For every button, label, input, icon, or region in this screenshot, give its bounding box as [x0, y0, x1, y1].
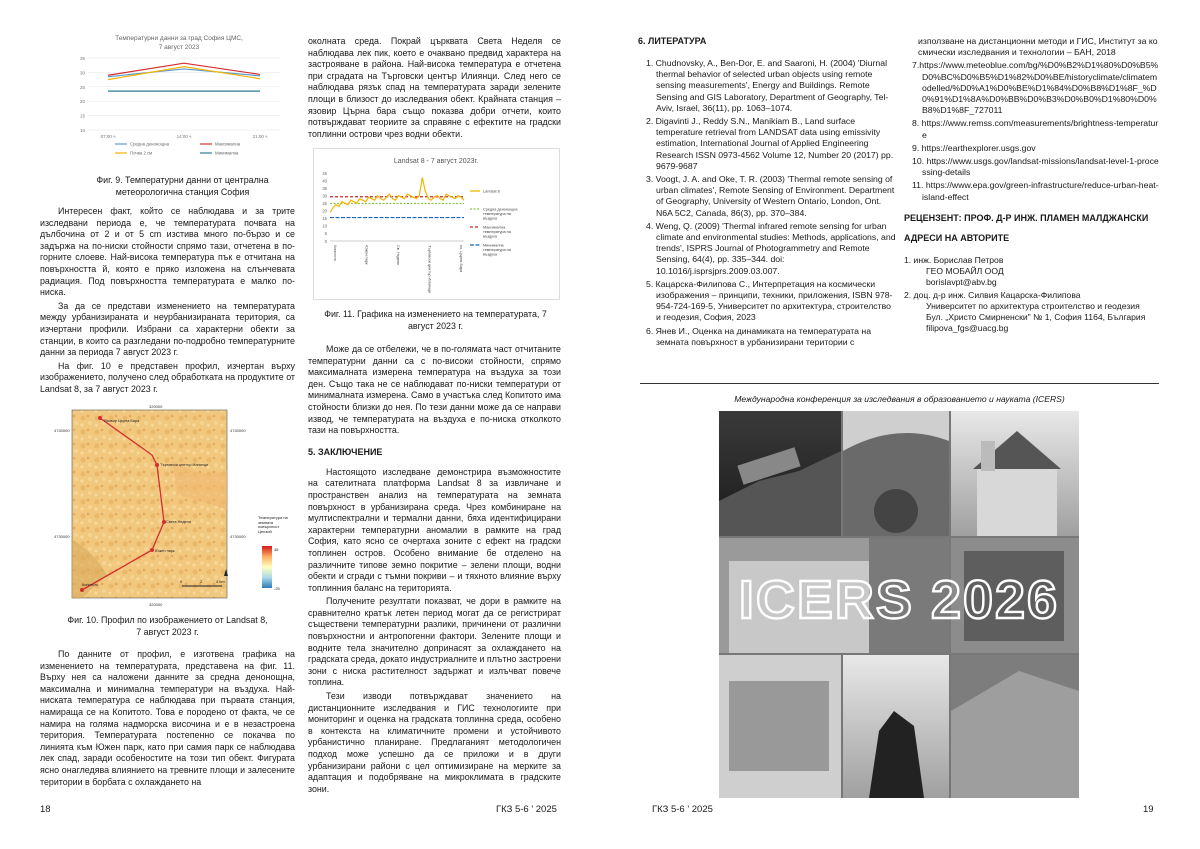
paragraph: На фиг. 10 е представен профил, изчертан върху изображението, получено след обработката на продуктите от Landsat 8, за 7 август 2023 г. — [40, 360, 295, 394]
figure-9 — [70, 30, 288, 170]
scale-4: 4 km — [216, 579, 225, 584]
fig9-title-line2: 7 август 2023 — [158, 44, 200, 51]
fig11-title: Landsat 8 - 7 август 2023г. — [393, 158, 479, 165]
reference-item: 6. Янев И., Оценка на динамиката на температурата на земната повърхност в урбанизирани територии с — [646, 325, 872, 347]
reference-continuation: използване на дистанционни методи и ГИС, Институт за космически изследвания и технологии – БАН, 2018 — [918, 36, 1158, 58]
fig9-ytick: 10 — [79, 128, 85, 133]
page-number-right: 19 — [1143, 804, 1154, 815]
reference-item: 8. https://www.remss.com/measurements/brightness-temperature — [912, 118, 1159, 140]
fig9-legend-label: Минимална — [215, 150, 239, 156]
paragraph: Настоящото изследване демонстрира възможностите на сателитната платформа Landsat 8 за извличане и пространствен анализ на температурата на земната повърхност в урбанизирана среда. Чрез комбиниране на мултиспектрални и термални данни, бяха идентифицирани характерни температурни аномалии в рамките на град София, като ясно се очертаха зоните с ефект на градски топлинен остров. Особено внимание бе отделено на различните типове земно покритие – зелени площи, водни обекти и сгради с тъмни покриви – и тяхното влияние върху топлинния баланс на територията. — [308, 466, 561, 593]
coord-bottom: 320000 — [149, 602, 163, 607]
paragraph: Получените резултати показват, че дори в рамките на сравнително кратък летен период могат да се регистрират съществени температурни разлики, причинени от различни повърхностни и антропогенни фактори. Зелените площи и водните тела значително допринасят за охлаждането на градската среда, докато индустриалните и плътно застроени зони с ниска растителност задържат и излъчват повече топлина. — [308, 596, 561, 688]
reference-item: 3. Voogt, J. A. and Oke, T. R. (2003) 'Thermal remote sensing of urban climates', Remote Sensing of Environment. Department of Geography, University of Western Ontario, London, Ont. N6A 5C2, Canada, 86(3), pp. 370–384. — [646, 174, 895, 218]
reference-item: 9. https://earthexplorer.usgs.gov — [912, 142, 1036, 153]
coord-top: 320000 — [149, 404, 163, 409]
paragraph: Може да се отбележи, че в по-голямата част отчитаните температурни данни са с по-високи стойности, спрямо максималната измерена температура на въздуха за този ден. Също така не се наблюдават по-ниски температури от минималната измерена. Само в участъка след Копитото има стойности близки до нея. По тези данни може да се направи извод, че температурата на въздуха е по-ниска отколкото тази на повърхността. — [308, 344, 561, 436]
paragraph: Тези изводи потвърждават значението на дистанционните изследвания и ГИС технологиите при мониторинг и оценка на градската топлинна среда, особено в контекста на климатичните промени и устойчивото урбанистично планиране. Предлаганият методологичен подход може успешно да се приложи и в други урбанизирани райони с цел оптимизиране на мерките за адаптация и подобряване на микроклимата в градските зони. — [308, 691, 561, 794]
paragraph: Интересен факт, който се наблюдава и за трите изследвани периода е, че температурата почвата на дълбочина от 2 и от 5 cm изстива много по-бързо и се задържа на по-ниски стойности спрямо тази, отчетена в по-горните слоеве. Най-висока температура пък е отчитана на повърхността й, която е пряко изложена на слънчевата радиация. Под повърхността температурата е малко по-ниска. — [40, 206, 295, 298]
fig11-caption-line1: Фиг. 11. Графика на изменението на температурата, 7 — [324, 309, 547, 319]
fig9-title-line1: Температурни данни за град София ЦМС, — [115, 35, 243, 42]
reference-item: 10. https://www.usgs.gov/landsat-missions/landsat-level-1-processing-details — [912, 156, 1159, 178]
reference-item: 7.https://www.meteoblue.com/bg/%D0%B2%D1%80%D0%B5%D0%BC%D0%B5%D1%82%D0%BE/historyclimate/climatemodelled/%D0%A1%D0%BE%D1%84%D0%B8%D1%8F_%D0%91%D1%8A%D0%BB%D0%B3%D0%B0%D1%80%D0%B8%D1%8F_727011 — [912, 60, 1159, 116]
fig9-chart — [70, 30, 288, 165]
reference-item: 11. https://www.epa.gov/green-infrastructure/reduce-urban-heat-island-effect — [912, 180, 1159, 202]
section-6-heading: 6. ЛИТЕРАТУРА — [638, 36, 707, 46]
icers-ad-collage — [719, 411, 1079, 798]
fig11-ytick: 35 — [322, 185, 327, 191]
legend-min: -25 — [274, 586, 280, 591]
fig11-legend-label: Максимална температура на въздуха — [483, 225, 511, 239]
author-1-name: 1. инж. Борислав Петров — [904, 254, 1004, 265]
author-1 — [904, 255, 1159, 288]
footer-left: ГКЗ 5-6 ' 2025 — [496, 804, 557, 815]
paragraph: По данните от профил, е изготвена графика на изменението на температурата, представена на фиг. 11. Върху нея са наложени данните за средна денонощна, максимална и минимална температури на въздуха. Най-ниската температура се наблюдава при първата станция, намираща се на Копитото. Това е породено от факта, че се намира на голяма надморска височина и е в незастроена територия. Температурата постепенно се покачва по линията към Южен парк, като при самия парк се наблюдава лек спад, заради особеностите на този тип обект. Фигурата ясно онагледява влиянието на тревните площи и залесените територии в борбата с охлаждането на — [40, 649, 295, 787]
references-column-1 — [638, 36, 898, 350]
coord-left-bottom: 4730000 — [54, 534, 70, 539]
column-2-text-top — [308, 36, 561, 142]
map-label-yuzhen-park: Южен парк — [155, 549, 175, 553]
coord-right-top: 4740000 — [230, 428, 246, 433]
scale-0: 0 — [180, 579, 183, 584]
paragraph: околната среда. Покрай църквата Света Неделя се наблюдава лек пик, което е очаквано предвид характера на застрояване в района. Най-висока температура е отчетена при сградата на Търговски център Илиянци. След него се наблюдава рязък спад на температурата заради зелените площи в близост до изследвания обект. Крайната станция – язовир Църна бара също показва добри отчети, които потвърждават теориите за справяне с ефектите на градски топлинни острови чрез водни обекти. — [308, 36, 561, 139]
fig9-ytick: 30 — [79, 70, 85, 76]
fig9-ytick: 15 — [79, 113, 85, 119]
fig11-category-label: Св. Неделя — [396, 245, 400, 266]
fig11-caption-line2: август 2023 г. — [407, 321, 464, 331]
fig9-xtick: 14:00 ч — [176, 134, 192, 139]
ad-title: Международна конференция за изследвания в образованието и науката (ICERS) — [734, 394, 1065, 404]
fig9-xtick: 07:00 ч — [100, 134, 116, 139]
column-1-text-bottom — [40, 649, 295, 790]
fig9-ytick: 35 — [79, 56, 85, 61]
divider — [640, 383, 1159, 384]
footer-right: ГКЗ 5-6 ' 2025 — [652, 804, 713, 815]
fig11-ytick: 40 — [322, 178, 327, 184]
legend-max: 45 — [274, 547, 279, 552]
author-2-address: Бул. „Христо Смирненски" № 1, София 1164, България — [926, 311, 1146, 322]
column-1-text-top — [40, 206, 295, 398]
fig11-legend-label: Минимална температура на въздуха — [483, 243, 511, 257]
fig11-ytick: 20 — [322, 208, 327, 214]
map-label-kopitoto: Копитото — [82, 583, 99, 587]
legend-color-ramp — [262, 546, 272, 588]
fig10-caption-line2: 7 август 2023 г. — [136, 627, 199, 637]
fig9-legend-label: Почва 2 см — [130, 150, 153, 156]
fig11-ytick: 15 — [322, 216, 327, 222]
fig9-caption-line2: метеорологична станция София — [115, 187, 250, 197]
fig9-xtick: 21:00 ч — [252, 134, 268, 139]
fig11-ytick: 5 — [324, 231, 327, 237]
fig9-caption-line1: Фиг. 9. Температурни данни от централна — [96, 175, 269, 185]
fig11-category-label: Търговски център Илиянци — [427, 245, 432, 294]
reviewer: РЕЦЕНЗЕНТ: ПРОФ. Д-Р ИНЖ. ПЛАМЕН МАЛДЖАНСКИ — [904, 212, 1149, 223]
author-2-name: 2. доц. д-р инж. Силвия Кацарска-Филипова — [904, 289, 1081, 300]
paragraph: За да се представи изменението на температурата между урбанизираната и неурбанизираната територия, са изчертани профили. Избрани са характерни обекти за станции, в които са разгледани по-подробно температурните данни за периода 7 август 2023 г. — [40, 300, 295, 358]
reference-item: 5. Кацарска-Филипова С., Интерпретация на космически изображения – принципи, техники, приложения, ISBN 978-954-724-169-5, Университет по архитектура, строителство и геодезия, София, 2023 — [646, 278, 893, 323]
fig11-category-label: Южен парк — [364, 245, 369, 265]
fig11-ytick: 25 — [322, 201, 327, 207]
fig9-ytick: 25 — [79, 84, 85, 90]
author-2-org: Университет по архитектура строителство и геодезия — [926, 300, 1140, 311]
author-2-email[interactable]: filipova_fgs@uacg.bg — [926, 322, 1009, 333]
collage-svg — [719, 411, 1079, 798]
icers-banner-text: ICERS 2026 — [738, 570, 1060, 630]
fig11-chart — [314, 149, 559, 299]
fig11-legend-label: Средна денонощна температура на въздуха — [483, 207, 518, 221]
authors-heading: АДРЕСИ НА АВТОРИТЕ — [904, 232, 1010, 243]
fig11-ytick: 0 — [324, 238, 327, 244]
fig11-legend-label: Landsat 8 — [483, 189, 500, 194]
fig11-category-label: яз. Църна Бара — [459, 245, 463, 273]
fig11-ytick: 10 — [322, 223, 327, 229]
fig11-category-label: Копитото — [333, 245, 337, 262]
fig11-landsat-line — [330, 178, 464, 213]
coord-left-top: 4740000 — [54, 428, 70, 433]
fig9-ytick: 20 — [79, 99, 85, 105]
fig9-legend-label: Средна денонощна — [130, 141, 169, 147]
column-2-text-bottom — [308, 344, 561, 797]
coord-right-bottom: 4730000 — [230, 534, 246, 539]
fig11-ytick: 30 — [322, 193, 327, 199]
author-1-org: ГЕО МОБАЙЛ ООД — [926, 265, 1004, 276]
reference-item: 4. Weng, Q. (2009) 'Thermal infrared remote sensing for urban climate and environmental studies: Methods, applications, and trends', ISPRS Journal of Photogrammetry and Remote Sensing, 64(4), pp. 335–344. doi: 10.1016/j.isprsjprs.2009.03.007. — [646, 220, 896, 276]
references-column-2 — [904, 36, 1159, 334]
legend-title: Температура на земната повърхност Целзий — [258, 516, 288, 534]
map-label-sveta-nedelya: Света Неделя — [166, 520, 191, 524]
map-label-iliyantsi: Търговски център Илиянци — [160, 463, 209, 467]
reference-item: 2. Digavinti J., Reddy S.N., Manikiam B., Land surface temperature retrieval from LANDSAT data using emissivity estimation, International Journal of Applied Engineering Research ISSN 0973-4562 Volume 12, Number 20 (2017) pp. 9679-9687 — [646, 116, 894, 171]
figure-11 — [313, 148, 560, 300]
author-2 — [904, 290, 1159, 334]
section-5-heading: 5. ЗАКЛЮЧЕНИЕ — [308, 446, 383, 457]
fig11-ytick: 45 — [322, 170, 327, 176]
fig10-caption-line1: Фиг. 10. Профил по изображението от Landsat 8, — [67, 615, 268, 625]
author-1-email[interactable]: borislavpt@abv.bg — [926, 276, 997, 287]
fig10-map — [52, 400, 290, 610]
figure-10 — [52, 400, 290, 610]
reference-item: 1. Chudnovsky, A., Ben-Dor, E. and Saaroni, H. (2004) 'Diurnal thermal behavior of selected urban objects using remote sensing measurements', Energy and Buildings. Remote Sensing and GIS Laboratory, Department of Geography, Tel-Aviv, Israel, 36(11), pp. 1063–1074. — [646, 58, 889, 113]
map-label-tsurna-bara: Язовир Църна Бара — [104, 419, 140, 423]
page-number-left: 18 — [40, 804, 51, 815]
fig9-legend-label: Максимална — [215, 141, 241, 147]
scale-2: 2 — [200, 579, 203, 584]
